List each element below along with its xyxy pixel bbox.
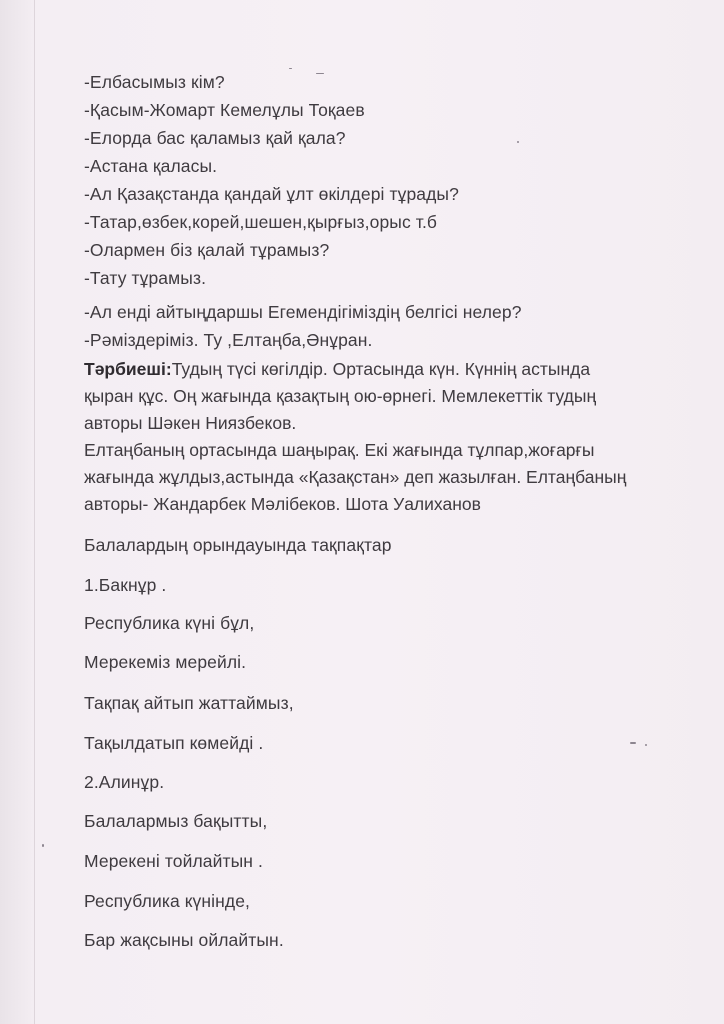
poem1-reciter: 1.Бакнұр . [84,575,167,595]
poem2-line: Балалармыз бақытты, [84,811,268,831]
dialogue-line: -Қасым-Жомарт Кемелұлы Тоқаев [84,100,365,120]
dialogue-line: -Ал Қазақстанда қандай ұлт өкілдері тұрады? [84,184,459,204]
poems-heading: Балалардың орындауында тақпақтар [84,535,392,555]
page-edge [34,0,35,1024]
dialogue-line: -Елорда бас қаламыз қай қала? [84,128,346,148]
poem1-line: Тақпақ айтып жаттаймыз, [84,693,294,713]
teacher-text: Тудың түсі көгілдір. Ортасында күн. Күннің астында қыран құс. Оң жағында қазақтың ою-өрнегі. Мемлекеттік тудың авторы Шәкен Ниязбеков. [84,359,597,433]
teacher-paragraph [84,356,644,437]
poem2-reciter: 2.Алинұр. [84,772,165,792]
poem1-line: Тақылдатып көмейді . [84,733,264,753]
scan-speck [645,744,647,746]
symbols-question: -Ал енді айтыңдаршы Егемендігіміздің белгісі нелер? [84,302,522,322]
dialogue-line: -Татар,өзбек,корей,шешен,қырғыз,орыс т.б [84,212,438,232]
poem2-line: Бар жақсыны ойлайтын. [84,930,284,950]
scan-speck [517,141,519,143]
teacher-label: Тәрбиеші: [84,359,172,379]
dialogue-line: -Астана қаласы. [84,156,218,176]
poem1-line: Мерекеміз мерейлі. [84,652,247,672]
symbols-answer: -Рәміздеріміз. Ту ,Елтаңба,Әнұран. [84,330,373,350]
dialogue-line: -Елбасымыз кім? [84,72,225,92]
scan-speck [316,73,324,74]
scan-speck [289,68,292,69]
poem1-line: Республика күні бұл, [84,613,255,633]
dialogue-line: -Олармен біз қалай тұрамыз? [84,240,330,260]
poem2-line: Мерекені тойлайтын . [84,851,263,871]
dialogue-line: -Тату тұрамыз. [84,268,207,288]
scan-speck [42,844,44,847]
poem2-line: Республика күнінде, [84,891,250,911]
emblem-paragraph: Елтаңбаның ортасында шаңырақ. Екі жағында тұлпар,жоғарғы жағында жұлдыз,астында «Қазақстан» деп жазылған. Елтаңбаның авторы- Жандарбек Мәлібеков. Шота Уалиханов [84,440,627,514]
scan-speck [630,742,636,744]
